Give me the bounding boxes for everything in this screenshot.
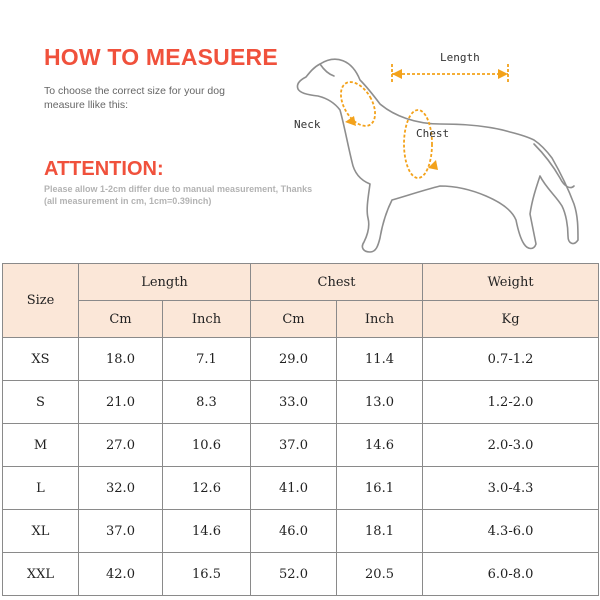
size-cell: XS [3,338,79,381]
length-cm-cell: 42.0 [79,553,163,596]
page-title: HOW TO MEASUERE [44,44,278,70]
length-cm-cell: 18.0 [79,338,163,381]
weight-cell: 4.3-6.0 [423,510,599,553]
weight-header: Weight [423,264,599,301]
dog-outline-icon [297,59,578,252]
weight-unit-header: Kg [423,301,599,338]
table-row [3,510,599,553]
chest-cm-cell: 52.0 [251,553,337,596]
chest-inch-cell: 13.0 [337,381,423,424]
chest-inch-cell: 11.4 [337,338,423,381]
weight-cell: 2.0-3.0 [423,424,599,467]
chest-inch-cell: 18.1 [337,510,423,553]
neck-measure-loop [334,76,382,132]
length-cm-header: Cm [79,301,163,338]
table-row [3,424,599,467]
attention-note: Please allow 1-2cm differ due to manual measurement, Thanks (all measurement in cm, 1cm=0.39inch) [44,184,313,206]
table-row [3,467,599,510]
chest-measure-loop [404,110,432,178]
length-inch-cell: 14.6 [163,510,251,553]
size-cell: S [3,381,79,424]
size-cell: L [3,467,79,510]
length-inch-cell: 8.3 [163,381,251,424]
chest-cm-cell: 29.0 [251,338,337,381]
length-cm-cell: 37.0 [79,510,163,553]
size-cell: M [3,424,79,467]
chest-header: Chest [251,264,423,301]
chest-cm-cell: 33.0 [251,381,337,424]
size-cell: XL [3,510,79,553]
length-arrow-left-icon [392,69,402,79]
table-row [3,381,599,424]
chest-inch-cell: 16.1 [337,467,423,510]
length-inch-cell: 7.1 [163,338,251,381]
chest-cm-cell: 37.0 [251,424,337,467]
chest-cm-cell: 46.0 [251,510,337,553]
chest-cm-header: Cm [251,301,337,338]
chest-inch-cell: 20.5 [337,553,423,596]
weight-cell: 0.7-1.2 [423,338,599,381]
size-cell: XXL [3,553,79,596]
table-row [3,553,599,596]
length-cm-cell: 32.0 [79,467,163,510]
length-label: Length [440,51,480,64]
weight-cell: 1.2-2.0 [423,381,599,424]
size-chart-table [2,263,599,596]
intro-text: To choose the correct size for your dog measure llike this: [44,85,225,111]
chest-inch-header: Inch [337,301,423,338]
dog-measurement-diagram [290,40,580,265]
size-header: Size [3,264,79,338]
attention-title: ATTENTION: [44,158,164,180]
length-arrow-right-icon [498,69,508,79]
weight-cell: 6.0-8.0 [423,553,599,596]
length-inch-cell: 16.5 [163,553,251,596]
length-header: Length [79,264,251,301]
chest-cm-cell: 41.0 [251,467,337,510]
length-inch-cell: 12.6 [163,467,251,510]
weight-cell: 3.0-4.3 [423,467,599,510]
length-cm-cell: 21.0 [79,381,163,424]
chest-label: Chest [416,127,450,140]
neck-label: Neck [294,118,321,131]
table-row [3,338,599,381]
length-inch-header: Inch [163,301,251,338]
chest-inch-cell: 14.6 [337,424,423,467]
length-cm-cell: 27.0 [79,424,163,467]
length-inch-cell: 10.6 [163,424,251,467]
